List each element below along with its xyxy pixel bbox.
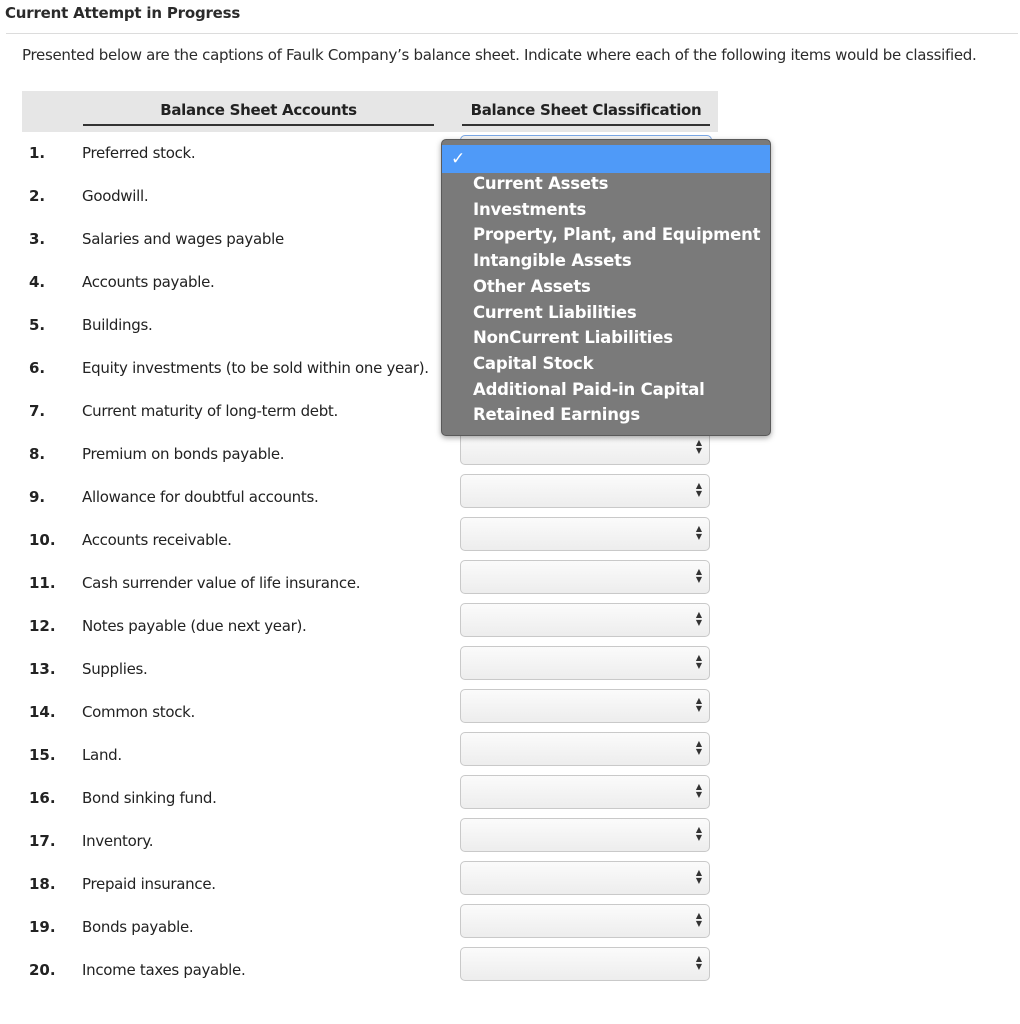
account-name: Preferred stock.	[82, 144, 196, 162]
classification-select[interactable]	[460, 431, 710, 465]
account-name: Supplies.	[82, 660, 148, 678]
account-name: Land.	[82, 746, 122, 764]
dropdown-option[interactable]: NonCurrent Liabilities	[473, 328, 673, 348]
row-number: 13.	[29, 660, 56, 678]
select-arrows-icon: ▲ ▼	[695, 610, 702, 627]
select-arrows-icon: ▲ ▼	[695, 653, 702, 670]
select-arrows-icon: ▲ ▼	[695, 481, 702, 498]
account-name: Buildings.	[82, 316, 153, 334]
account-name: Notes payable (due next year).	[82, 617, 307, 635]
dropdown-option[interactable]: Property, Plant, and Equipment	[473, 225, 761, 245]
row-number: 16.	[29, 789, 56, 807]
classification-select[interactable]	[460, 517, 710, 551]
dropdown-option[interactable]: Current Liabilities	[473, 302, 637, 322]
row-number: 9.	[29, 488, 46, 506]
row-number: 3.	[29, 230, 46, 248]
account-name: Income taxes payable.	[82, 961, 246, 979]
classification-select[interactable]	[460, 603, 710, 637]
row-number: 20.	[29, 961, 56, 979]
classification-select[interactable]	[460, 560, 710, 594]
table-row	[0, 954, 1020, 1004]
row-number: 8.	[29, 445, 46, 463]
row-number: 1.	[29, 144, 46, 162]
dropdown-option[interactable]: Intangible Assets	[473, 251, 632, 271]
row-number: 17.	[29, 832, 56, 850]
checkmark-icon: ✓	[451, 149, 466, 169]
dropdown-option[interactable]: Investments	[473, 199, 587, 219]
classification-select[interactable]	[460, 689, 710, 723]
attempt-status: Current Attempt in Progress	[5, 4, 241, 22]
classification-dropdown-menu[interactable]	[441, 139, 771, 436]
dropdown-option-blank-selected[interactable]	[442, 145, 770, 173]
account-name: Goodwill.	[82, 187, 149, 205]
dropdown-option[interactable]: Additional Paid-in Capital	[473, 379, 705, 399]
row-number: 7.	[29, 402, 46, 420]
select-arrows-icon: ▲ ▼	[695, 696, 702, 713]
classification-select[interactable]	[460, 775, 710, 809]
account-name: Accounts payable.	[82, 273, 215, 291]
question-instructions: Presented below are the captions of Faulk Company’s balance sheet. Indicate where each of the following items would be classified.	[22, 46, 977, 64]
dropdown-option[interactable]: Retained Earnings	[473, 405, 640, 425]
dropdown-option[interactable]: Capital Stock	[473, 353, 594, 373]
row-number: 2.	[29, 187, 46, 205]
classification-select[interactable]	[460, 947, 710, 981]
account-name: Inventory.	[82, 832, 154, 850]
classification-select[interactable]	[460, 904, 710, 938]
select-arrows-icon: ▲ ▼	[695, 739, 702, 756]
row-number: 14.	[29, 703, 56, 721]
select-arrows-icon: ▲ ▼	[695, 567, 702, 584]
row-number: 10.	[29, 531, 56, 549]
row-number: 6.	[29, 359, 46, 377]
account-name: Cash surrender value of life insurance.	[82, 574, 361, 592]
classification-select[interactable]	[460, 732, 710, 766]
account-name: Prepaid insurance.	[82, 875, 216, 893]
account-name: Bond sinking fund.	[82, 789, 217, 807]
account-name: Accounts receivable.	[82, 531, 232, 549]
row-number: 5.	[29, 316, 46, 334]
select-arrows-icon: ▲ ▼	[695, 954, 702, 971]
row-number: 11.	[29, 574, 56, 592]
account-name: Premium on bonds payable.	[82, 445, 285, 463]
account-name: Equity investments (to be sold within one year).	[82, 359, 429, 377]
classification-select[interactable]	[460, 474, 710, 508]
row-number: 12.	[29, 617, 56, 635]
account-name: Bonds payable.	[82, 918, 194, 936]
row-number: 18.	[29, 875, 56, 893]
select-arrows-icon: ▲ ▼	[695, 524, 702, 541]
select-arrows-icon: ▲ ▼	[695, 911, 702, 928]
row-number: 15.	[29, 746, 56, 764]
select-arrows-icon: ▲ ▼	[695, 868, 702, 885]
account-name: Salaries and wages payable	[82, 230, 284, 248]
account-name: Current maturity of long-term debt.	[82, 402, 338, 420]
select-arrows-icon: ▲ ▼	[695, 782, 702, 799]
classification-select[interactable]	[460, 861, 710, 895]
row-number: 19.	[29, 918, 56, 936]
column-header-classification: Balance Sheet Classification	[462, 101, 710, 126]
select-arrows-icon: ▲ ▼	[695, 825, 702, 842]
header-divider	[6, 33, 1018, 34]
classification-select[interactable]	[460, 818, 710, 852]
select-arrows-icon: ▲ ▼	[695, 438, 702, 455]
dropdown-option[interactable]: Current Assets	[473, 174, 609, 193]
column-header-accounts: Balance Sheet Accounts	[83, 101, 434, 126]
dropdown-option[interactable]: Other Assets	[473, 276, 591, 296]
account-name: Common stock.	[82, 703, 196, 721]
account-name: Allowance for doubtful accounts.	[82, 488, 319, 506]
row-number: 4.	[29, 273, 46, 291]
classification-select[interactable]	[460, 646, 710, 680]
